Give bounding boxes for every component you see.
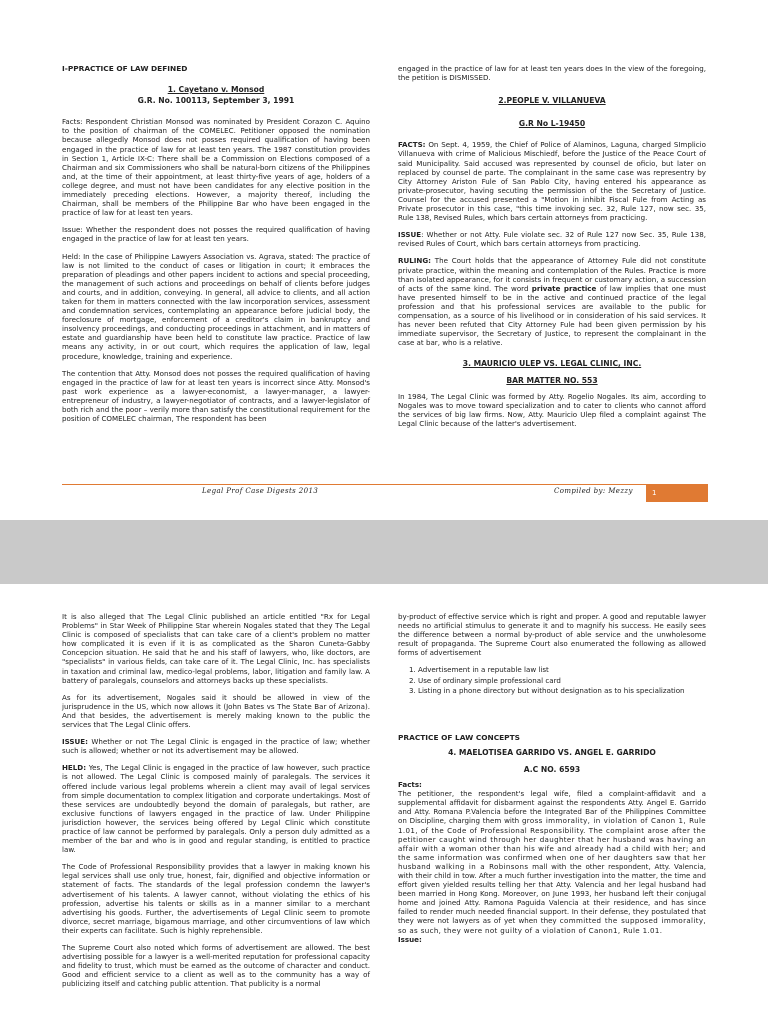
case-title: 4. MAELOTISEA GARRIDO VS. ANGEL E. GARRIDO xyxy=(448,747,656,757)
paragraph: The Supreme Court also noted which forms of advertisement are allowed. The best advertising possible for a lawyer is a well-merited reputation for professional capacity and fidelity to trust, which must be earned as the outcome of character and conduct. Good and efficient service to a client as well as to the community has a way of publicizing itself and catching public attention. That publicity is a normal xyxy=(62,943,370,989)
issue-text: : Whether or not Atty. Fule violate sec. 32 of Rule 127 now Sec. 35, Rule 138, revised Rules of Court, which bars certain attorneys from practicing. xyxy=(398,230,706,249)
footer-title: Legal Prof Case Digests 2013 xyxy=(202,487,319,495)
facts-text: gross immorality, in violation of Canon 1, Rule 1.01, of the Code of Professional Responsibility. The complaint arose after the petitioner caught wind through her daughter that her husband was having an affair with a woman other than his wife and already had a child with her; and the same information was confirmed when one of her daughters saw that her husband walking in a Robinsons xyxy=(398,816,706,871)
paragraph: It is also alleged that The Legal Clinic published an article entitled "Rx for Legal Problems" in Star Week of Philippine Star wherein Nogales stated that they The Legal Clinic is composed of specialists that can take care of a client's problem no matter how complicated it is even if it is as complicated as the Sharon Cuneta-Gabby Concepcion situation. He said that he and his staff of lawyers, who, like doctors, are "specialists" in various fields, can take care of it. The Legal Clinic, Inc. has specialists in taxation and criminal law, medico-legal problems, labor, litigation and family law. A battery of paralegals, counselors and attorneys backs up these specialists. xyxy=(62,612,370,685)
paragraph-issue xyxy=(62,737,370,755)
list-item: 1. Advertisement in a reputable law list xyxy=(418,665,706,674)
case-title: 1. Cayetano v. Monsod xyxy=(167,85,265,95)
paragraph-ruling xyxy=(398,256,706,347)
held-label: HELD: xyxy=(62,763,87,773)
page2-right-column xyxy=(398,612,706,944)
paragraph-intro: In 1984, The Legal Clinic was formed by Atty. Rogelio Nogales. Its aim, according to Nogales was to move toward specialization and to cater to clients who cannot afford the services of big law firms. Now, Atty. Mauricio Ulep filed a complaint against The Legal Clinic because of the latter's advertisement. xyxy=(398,391,706,428)
facts-text: On Sept. 4, 1959, the Chief of Police of Alaminos, Laguna, charged SImplicio Villanueva with crime of Malicious Mischiedf, before the Justice of the Peace Court of said Municipality. Said accused was represented by counsel de oficio, but later on replaced by counsel de parte. The complainant in the same case was representry by City Attorney Ariston Fule of San Pablo City, having entered his appearance as private-prosecutor, having secuting the permission of the the Secretary of Justice. Counsel for the accused presented a "Motion in inhibit Fiscal Fule from Acting as Private prosecutor in this case, "this time invoking sec. 32, Rule 127, now sec. 35, Rule 138, Revised Rules, which bars certain attorneys from practicing. xyxy=(398,140,706,223)
issue-label: Issue: xyxy=(398,934,422,944)
case-citation: G.R No L-19450 xyxy=(518,119,586,129)
case-citation: G.R. No. 100113, September 3, 1991 xyxy=(137,96,295,106)
case-citation: BAR MATTER NO. 553 xyxy=(506,376,598,386)
paragraph-continuation: engaged in the practice of law for at least ten years does In the view of the foregoing, the petition is DISMISSED. xyxy=(398,64,706,83)
paragraph-issue xyxy=(398,230,706,248)
paragraph: The Code of Professional Responsibility provides that a lawyer in making known his legal services shall use only true, honest, fair, dignified and objective information or statement of facts. The standards of the legal profession condemn the lawyer's advertisement of his talents. A lawyer cannot, without violating the ethics of his profession, advertise his talents or skills as in a manner similar to a merchant advertising his goods. Further, the advertisements of Legal Clinic seem to promote divorce, secret marriage, bigamous marriage, and other circumventions of law which their experts can facilitate. Such is highly reprehensible. xyxy=(62,862,370,935)
issue-label: ISSUE xyxy=(398,230,422,240)
page2-left-column xyxy=(62,612,370,996)
page1-right-column xyxy=(398,64,706,436)
paragraph-facts: Facts: Respondent Christian Monsod was nominated by President Corazon C. Aquino to the position of chairman of the COMELEC. Petitioner opposed the nomination because allegedly Monsod does not posses required qualification of having been engaged in the practice of law for at least ten years. The 1987 constitution provides in Section 1, Article IX-C: There shall be a Commission on Elections composed of a Chairman and six Commissioners who shall be natural-born citizens of the Philippines and, at the time of their appointment, at least thirty-five years of age, holders of a college degree, and must not have been candidates for any elective position in the immediately preceding elections. However, a majority thereof, including the Chairman, shall be members of the Philippine Bar who have been engaged in the practice of law for at least ten years. xyxy=(62,117,370,218)
case-title: 3. MAURICIO ULEP VS. LEGAL CLINIC, INC. xyxy=(462,359,642,369)
paragraph-contention: The contention that Atty. Monsod does not posses the required qualification of having engaged in the practice of law for at least ten years is incorrect since Atty. Monsod's past work experience as a lawyer-economist, a lawyer-manager, a lawyer-entrepreneur of industry, a lawyer-negotiator of contracts, and a lawyer-legislator of both rich and the poor – verily more than satisfy the constitutional requirement for the position of COMELEC chairman, The respondent has been xyxy=(62,368,370,424)
paragraph-facts xyxy=(398,140,706,222)
case-title: 2.PEOPLE V. VILLANUEVA xyxy=(498,96,606,106)
ruling-term: private practice xyxy=(531,283,597,293)
issue-text: Whether or not The Legal Clinic is engaged in the practice of law; whether such is allowed; whether or not its advertisement may be allowed. xyxy=(62,737,370,756)
ruling-text: The Court holds that the appearance of Attorney Fule did not constitute private practice, within the meaning and contemplation of the Rules. Practice is more than isolated appearance, for it consists in frequent or customary action, a succession of acts of the same kind. The word xyxy=(398,256,706,293)
case-citation: A.C NO. 6593 xyxy=(523,764,581,774)
paragraph: by-product of effective service which is right and proper. A good and reputable lawyer needs no artificial stimulus to generate it and to magnify his success. He easily sees the difference between a normal by-product of able service and the unwholesome result of propaganda. The Supreme Court also enumerated the following as allowed forms of advertisement xyxy=(398,612,706,658)
facts-text: committed the supposed immorality, so as such, they were not guilty of a violation of Canon1, Rule 1.01. xyxy=(398,916,706,935)
paragraph-facts xyxy=(398,789,706,935)
facts-text: mall with the other respondent, Atty. Valencia, with their child in tow. After a much further investigation into the matter, the time and effort given yielded results telling her that Atty. Valencia and her legal husband had been married in Hong Kong. Moreover, on June 1993, her husband left their conjugal home and joined Atty. Ramona Paguida Valencia at their residence, and has since failed to render much needed financial support. In their defense, they postulated that they were not lawyers as of yet when they xyxy=(398,861,706,926)
facts-text: The petitioner, the respondent's legal wife, filed a complaint-affidavit and a supplemental affidavit for disbarment against the respondents Atty. Angel E. Garrido and Atty. Romana P.Valencia before the Integrated Bar of the Philippines Committee on Discipline, charging them with xyxy=(398,789,706,826)
issue-label: ISSUE: xyxy=(62,737,88,747)
facts-label: FACTS: xyxy=(398,140,426,150)
paragraph-held xyxy=(62,763,370,854)
paragraph-held: Held: In the case of Philippine Lawyers Association vs. Agrava, stated: The practice of law is not limited to the conduct of cases or litigation in court; it embraces the preparation of pleadings and other papers incident to actions and special proceeding, the management of such actions and proceedings on behalf of clients before judges and courts, and in addition, conveying. In general, all advice to clients, and all action taken for them in matters connected with the law incorporation services, assessment and condemnation services, contemplating an appearance before judicial body, the foreclosure of mortgage, enforcement of a creditor's claim in bankruptcy and insolvency proceedings, and conducting proceedings in attachment, and in matters of estate and guardianship have been held to constitute law practice. Practice of law means any activity, in or out court, which requires the application of law, legal procedure, knowledge, training and experience. xyxy=(62,251,370,361)
section-heading: I-PPRACTICE OF LAW DEFINED xyxy=(62,64,188,73)
ruling-label: RULING: xyxy=(398,256,431,266)
page-number: 1 xyxy=(646,485,708,502)
page1-left-column xyxy=(62,64,370,431)
section-heading: PRACTICE OF LAW CONCEPTS xyxy=(398,732,520,742)
facts-label: Facts: xyxy=(398,780,422,790)
page-footer xyxy=(62,484,708,502)
allowed-ads-list xyxy=(398,665,706,694)
list-item: 3. Listing in a phone directory but without designation as to his specialization xyxy=(418,686,706,695)
paragraph-issue: Issue: Whether the respondent does not posses the required qualification of having engaged in the practice of law for at least ten years. xyxy=(62,225,370,244)
list-item: 2. Use of ordinary simple professional card xyxy=(418,676,706,685)
held-text: Yes, The Legal Clinic is engaged in the practice of law however, such practice is not allowed. The Legal Clinic is composed mainly of paralegals. The services it offered include various legal problems wherein a client may avail of legal services from simple documentation to complex litigation and corporate undertakings. Most of these services are undoubtedly beyond the domain of paralegals, but rather, are exclusive functions of lawyers engaged in the practice of law. Under Philippine jurisdiction however, the services being offered by Legal Clinic which constitute practice of law cannot be performed by paralegals. Only a person duly admitted as a member of the bar and who is in good and regular standing, is entitled to practice law. xyxy=(62,763,370,855)
ruling-text-cont: of law implies that one must have presented himself to be in the active and continued practice of the legal profession and that his professional services are available to the public for compensation, as a source of his livelihood or in consideration of his said services. It has never been refuted that City Attorney Fule had been given permission by his immediate supervisor, the Secretary of Justice, to represent the complainant in the case at bar, who is a relative. xyxy=(398,283,706,348)
footer-compiler: Compiled by: Mezzy xyxy=(554,487,633,495)
paragraph: As for its advertisement, Nogales said it should be allowed in view of the jurisprudence in the US, which now allows it (John Bates vs The State Bar of Arizona). And that besides, the advertisement is merely making known to the public the services that The Legal Clinic offers. xyxy=(62,692,370,730)
